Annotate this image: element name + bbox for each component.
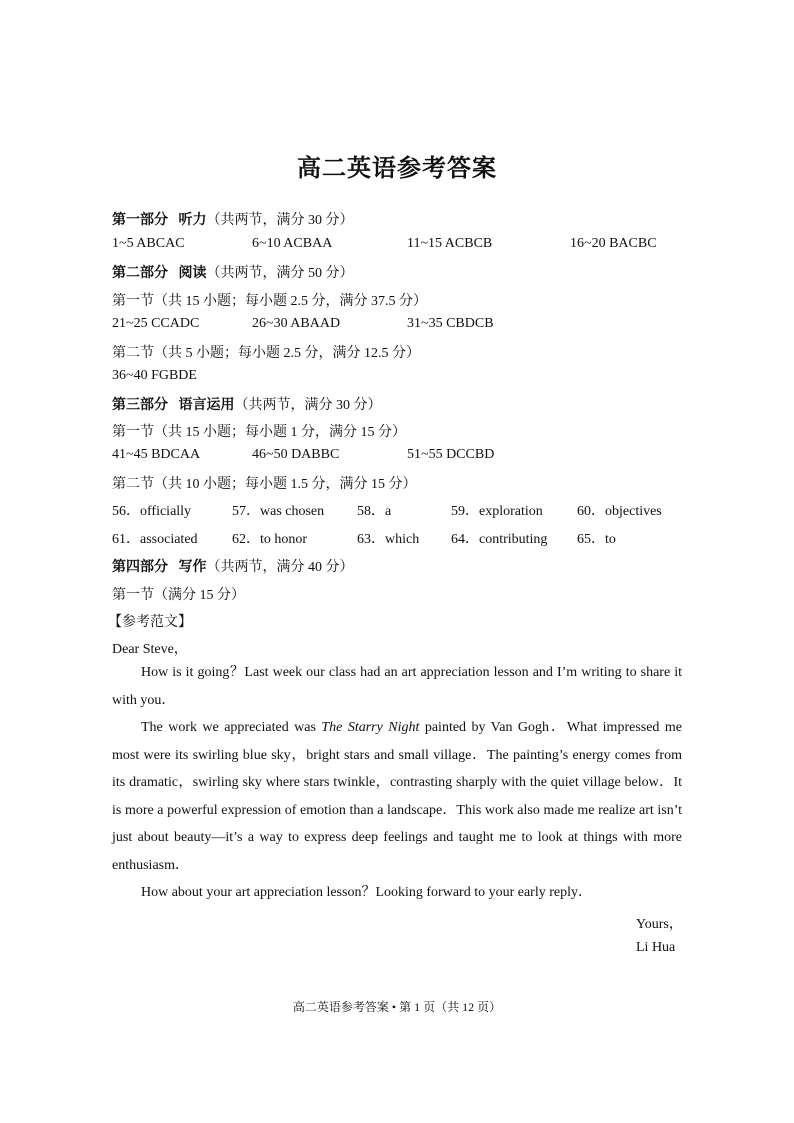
answer-group: 51~55 DCCBD — [407, 447, 495, 462]
part4-name: 写作 — [178, 560, 207, 575]
letter-paragraph-2 — [112, 714, 682, 879]
letter-signature: Li Hua — [636, 940, 676, 955]
answer-group: 1~5 ABCAC — [112, 236, 185, 251]
part4-section1-label: 第一节（满分 15 分） — [112, 588, 245, 603]
paragraph-2-body: painted by Van Gogh．What impressed me most were its swirling blue sky，bright stars and small village．The painting’s energy comes from its dramatic，swirling sky where stars twinkle，contrasting sharply with the quiet village below．It is more a powerful expression of emotion than a landscape．This work also made me realize art isn’t just about beauty—it’s a way to express deep feelings and taught me to look at things with more enthusiasm． — [112, 720, 682, 873]
part2-note: （共两节，满分 50 分） — [206, 266, 354, 281]
blank-answer: 59．exploration — [451, 504, 543, 519]
answer-group: 36~40 FGBDE — [112, 368, 197, 383]
letter-closing: Yours， — [636, 917, 683, 932]
answer-group: 21~25 CCADC — [112, 316, 200, 331]
blank-answer: 63．which — [357, 532, 420, 547]
blank-answer: 56．officially — [112, 504, 192, 519]
answer-group: 46~50 DABBC — [252, 447, 340, 462]
answer-group: 26~30 ABAAD — [252, 316, 341, 331]
part1-note: （共两节，满分 30 分） — [206, 213, 354, 228]
part2-section2-label: 第二节（共 5 小题；每小题 2.5 分，满分 12.5 分） — [112, 346, 420, 361]
part3-section2-label: 第二节（共 10 小题；每小题 1.5 分，满分 15 分） — [112, 477, 417, 492]
part2-label: 第二部分 — [112, 266, 168, 281]
part1-name: 听力 — [178, 213, 207, 228]
part1-heading — [112, 209, 354, 229]
part3-name: 语言运用 — [178, 398, 235, 413]
part2-section1-label: 第一节（共 15 小题；每小题 2.5 分，满分 37.5 分） — [112, 294, 427, 309]
part3-label: 第三部分 — [112, 398, 168, 413]
page-title: 高二英语参考答案 — [297, 153, 497, 182]
sample-essay-label: 【参考范文】 — [108, 615, 192, 630]
letter-paragraph-1: How is it going？Last week our class had an art appreciation lesson and I’m writing to share it with you． — [112, 665, 682, 708]
part3-note: （共两节，满分 30 分） — [234, 398, 382, 413]
part4-heading — [112, 556, 354, 576]
answer-group: 11~15 ACBCB — [407, 236, 493, 251]
blank-answer: 64．contributing — [451, 532, 548, 547]
answer-group: 31~35 CBDCB — [407, 316, 494, 331]
part4-label: 第四部分 — [112, 560, 168, 575]
part3-heading — [112, 394, 382, 414]
blank-answer: 61．associated — [112, 532, 198, 547]
part1-label: 第一部分 — [112, 213, 168, 228]
answer-group: 6~10 ACBAA — [252, 236, 333, 251]
answer-group: 16~20 BACBC — [570, 236, 657, 251]
blank-answer: 62．to honor — [232, 532, 308, 547]
part4-note: （共两节，满分 40 分） — [206, 560, 354, 575]
blank-answer: 60．objectives — [577, 504, 662, 519]
part2-heading — [112, 262, 354, 282]
page-footer: 高二英语参考答案 • 第 1 页（共 12 页） — [292, 1000, 502, 1014]
blank-answer: 57．was chosen — [232, 504, 325, 519]
part2-name: 阅读 — [178, 266, 207, 281]
part3-section1-label: 第一节（共 15 小题；每小题 1 分，满分 15 分） — [112, 425, 406, 440]
letter-greeting: Dear Steve， — [112, 642, 188, 657]
paragraph-2-lead: The work we appreciated was — [141, 720, 322, 735]
blank-answer: 58．a — [357, 504, 392, 519]
answer-group: 41~45 BDCAA — [112, 447, 201, 462]
letter-paragraph-3: How about your art appreciation lesson？Looking forward to your early reply． — [141, 885, 592, 900]
blank-answer: 65．to — [577, 532, 616, 547]
artwork-title: The Starry Night — [321, 720, 420, 735]
